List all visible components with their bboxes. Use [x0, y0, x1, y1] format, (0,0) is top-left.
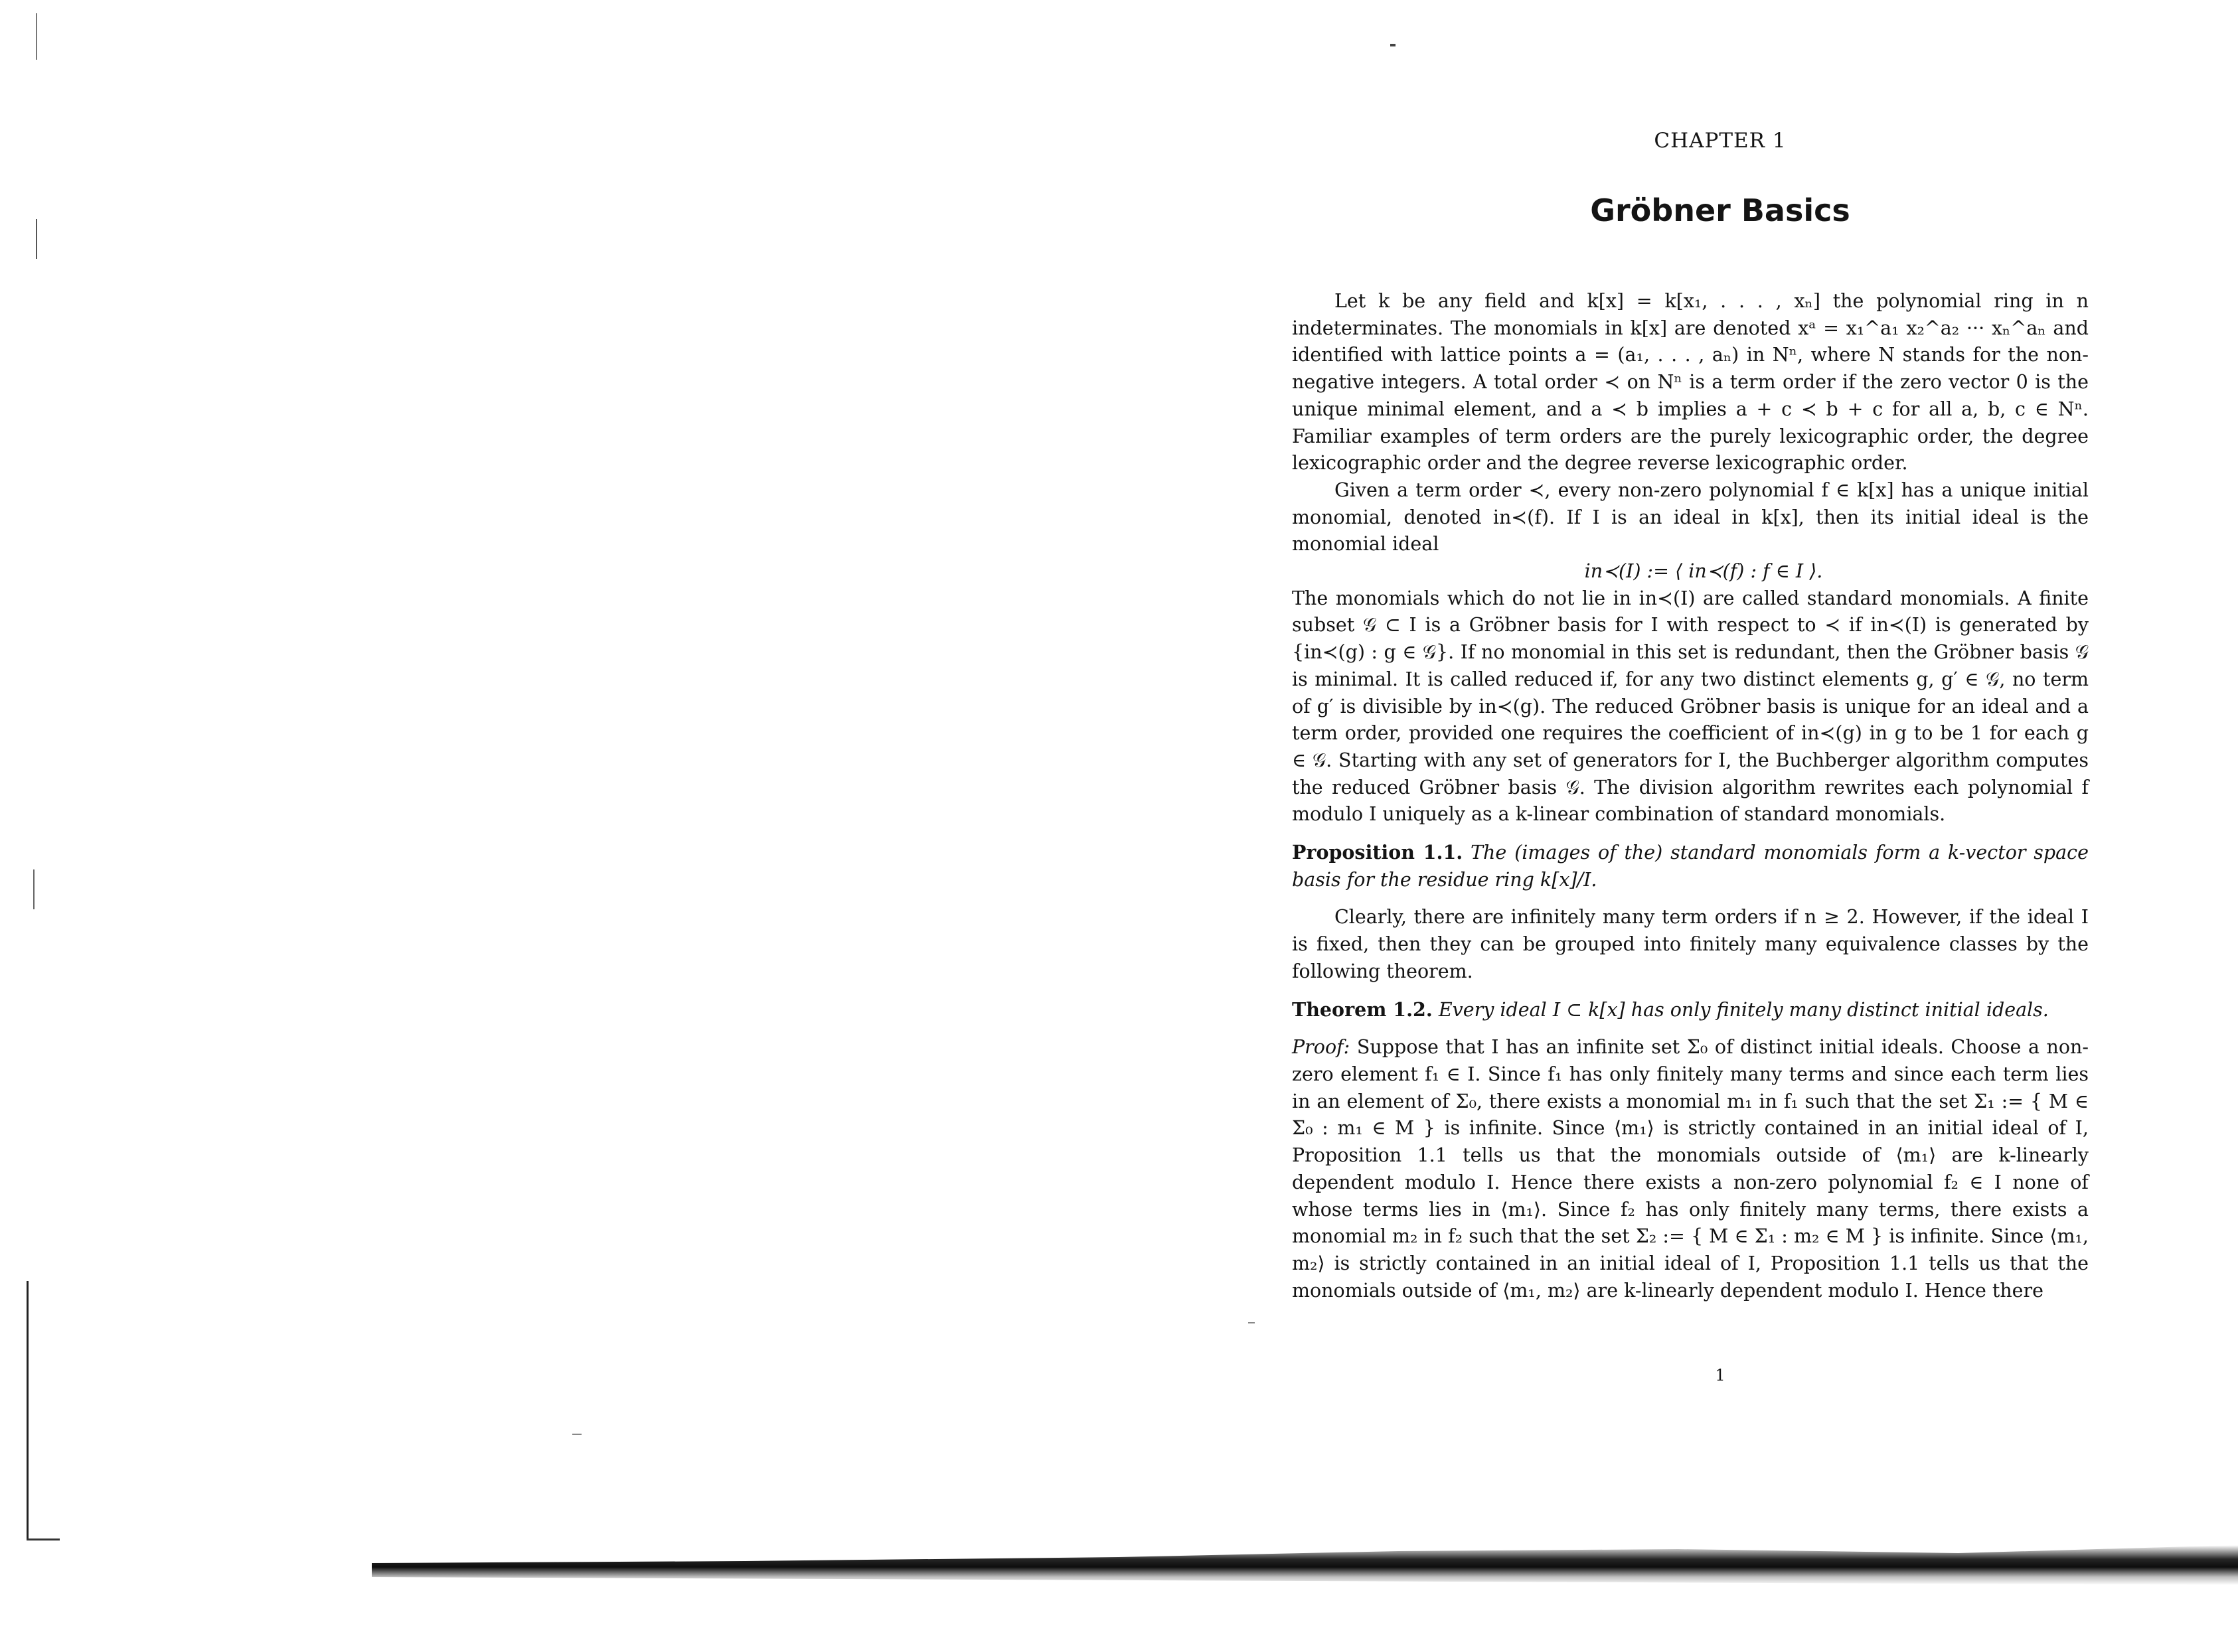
paragraph-term-orders: Clearly, there are infinitely many term orders if n ≥ 2. However, if the ideal I is fixed, then they can be grouped into finitely many equivalence classes by the following theorem. — [1292, 906, 2089, 982]
proof-text: Suppose that I has an infinite set Σ₀ of distinct initial ideals. Choose a non-zero element f₁ ∈ I. Since f₁ has only finitely many terms and since each term lies in an element of Σ₀, there exists a monomial m₁ in f₁ such that the set Σ₁ := { M ∈ Σ₀ : m₁ ∈ M } is infinite. Since ⟨m₁⟩ is strictly contained in an initial ideal of I, Proposition 1.1 tells us that the monomials outside of ⟨m₁⟩ are k-linearly dependent modulo I. Hence there exists a non-zero polynomial f₂ ∈ I none of whose terms lies in ⟨m₁⟩. Since f₂ has only finitely many terms, there exists a monomial m₂ in f₂ such that the set Σ₂ := { M ∈ Σ₁ : m₂ ∈ M } is infinite. Since ⟨m₁, m₂⟩ is strictly contained in an initial ideal of I, Proposition 1.1 tells us that the monomials outside of ⟨m₁, m₂⟩ are k-linearly dependent modulo I. Hence there — [1292, 1036, 2089, 1302]
scan-edge-line — [27, 1281, 29, 1540]
scan-edge-mark — [36, 219, 37, 259]
page-body — [1292, 288, 2089, 1304]
display-equation: in≺(I) := ⟨ in≺(f) : f ∈ I ⟩. — [1584, 560, 1823, 583]
scan-bottom-shadow — [372, 1545, 2238, 1585]
proposition — [1292, 839, 2089, 893]
proposition-text: The (images of the) standard monomials form a k-vector space basis for the residue ring k[x]/I. — [1292, 842, 2089, 891]
page-number: 1 — [1715, 1366, 1725, 1385]
paragraph-intro: Let k be any field and k[x] = k[x₁, . . . , xₙ] the polynomial ring in n indeterminates. The monomials in k[x] are denoted xᵃ = x₁^a₁ x₂^a₂ ··· xₙ^aₙ and identified with lattice points a = (a₁, . . . , aₙ) in Nⁿ, where N stands for the non-negative integers. A total order ≺ on Nⁿ is a term order if the zero vector 0 is the unique minimal element, and a ≺ b implies a + c ≺ b + c for all a, b, c ∈ Nⁿ. Familiar examples of term orders are the purely lexicographic order, the degree lexicographic order and the degree reverse lexicographic order. — [1292, 290, 2089, 475]
book-page — [1292, 126, 2089, 1387]
scan-edge-foot — [27, 1539, 60, 1540]
proof — [1292, 1034, 2089, 1304]
theorem — [1292, 996, 2089, 1024]
scan-speck — [1248, 1322, 1255, 1323]
scan-edge-mark — [36, 13, 37, 60]
theorem-label: Theorem 1.2. — [1292, 998, 1433, 1021]
scan-speck — [1390, 44, 1396, 46]
scan-edge-mark — [33, 869, 35, 909]
proof-label: Proof: — [1292, 1036, 1350, 1059]
paragraph-standard-monomials: The monomials which do not lie in in≺(I) are called standard monomials. A finite subset 𝒢 ⊂ I is a Gröbner basis for I with respect to ≺ if in≺(I) is generated by {in≺(g) : g ∈ 𝒢}. If no monomial in this set is redundant, then the Gröbner basis 𝒢 is minimal. It is called reduced if, for any two distinct elements g, g′ ∈ 𝒢, no term of g′ is divisible by in≺(g). The reduced Gröbner basis is unique for an ideal and a term order, provided one requires the coefficient of in≺(g) in g to be 1 for each g ∈ 𝒢. Starting with any set of generators for I, the Buchberger algorithm computes the reduced Gröbner basis 𝒢. The division algorithm rewrites each polynomial f modulo I uniquely as a k-linear combination of standard monomials. — [1292, 587, 2089, 826]
scan-left-edge — [0, 0, 80, 1652]
theorem-text: Every ideal I ⊂ k[x] has only finitely many distinct initial ideals. — [1438, 998, 2049, 1021]
chapter-label: CHAPTER 1 — [1654, 129, 1787, 153]
scan-speck — [572, 1434, 582, 1435]
proposition-label: Proposition 1.1. — [1292, 841, 1463, 864]
paragraph-initial-ideal: Given a term order ≺, every non-zero polynomial f ∈ k[x] has a unique initial monomial, denoted in≺(f). If I is an ideal in k[x], then its initial ideal is the monomial ideal — [1292, 479, 2089, 556]
chapter-title: Gröbner Basics — [1590, 192, 1850, 228]
